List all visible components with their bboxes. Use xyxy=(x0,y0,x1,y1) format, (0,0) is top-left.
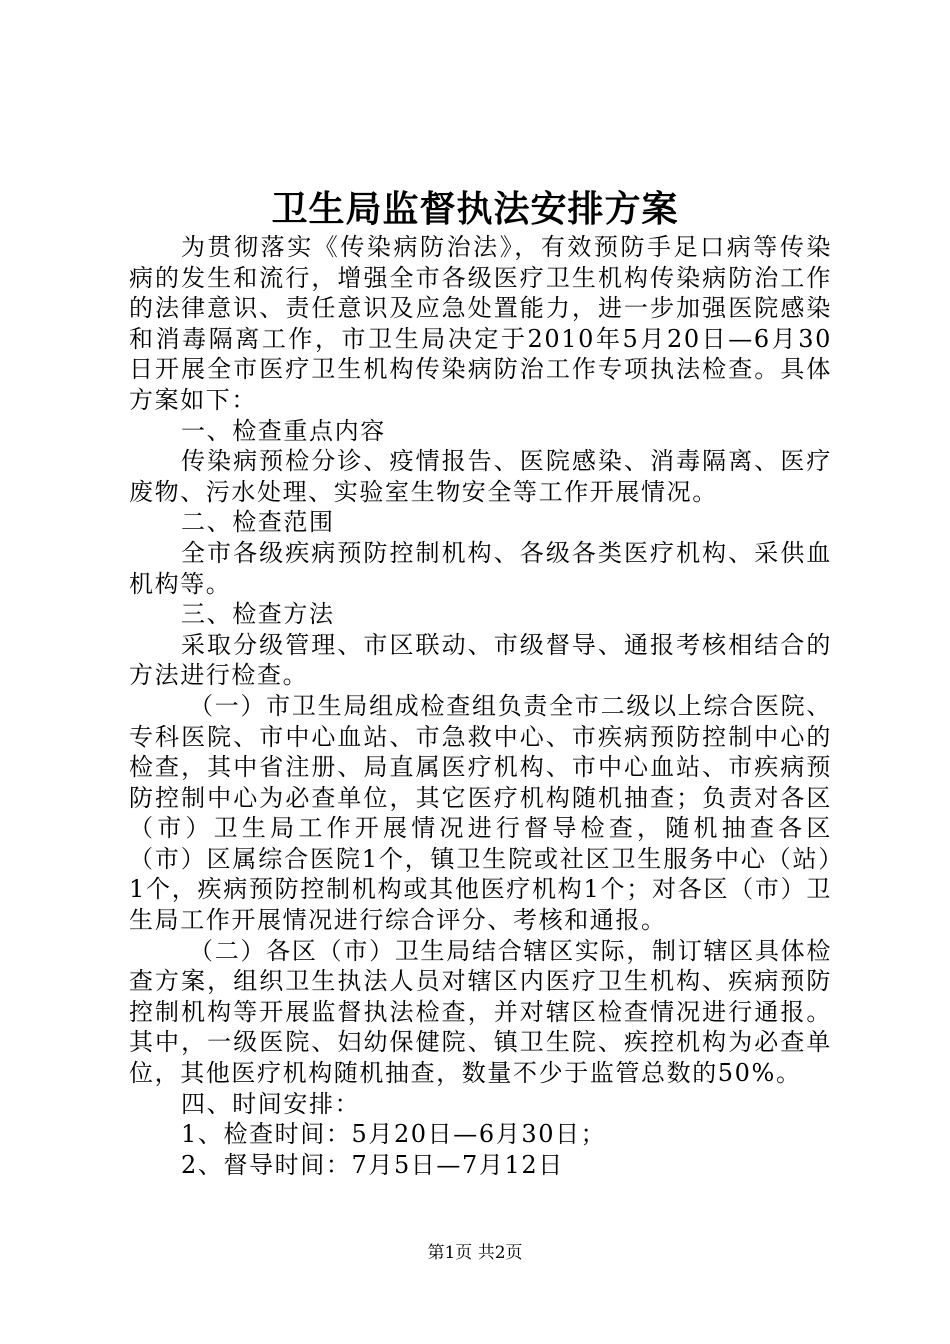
subsection-paragraph-1: （一）市卫生局组成检查组负责全市二级以上综合医院、专科医院、市中心血站、市急救中心、市疾病预防控制中心的检查，其中省注册、局直属医疗机构、市中心血站、市疾病预防控制中心为必查单位，其它医疗机构随机抽查；负责对各区（市）卫生局工作开展情况进行督导检查，随机抽查各区（市）区属综合医院1个，镇卫生院或社区卫生服务中心（站）1个，疾病预防控制机构或其他医疗机构1个；对各区（市）卫生局工作开展情况进行综合评分、考核和通报。 xyxy=(129,691,832,935)
section-paragraph-2: 全市各级疾病预防控制机构、各级各类医疗机构、采供血机构等。 xyxy=(129,538,832,598)
schedule-item-1: 1、检查时间：5月20日—6月30日； xyxy=(181,1120,607,1149)
subsection-paragraph-2: （二）各区（市）卫生局结合辖区实际，制订辖区具体检查方案，组织卫生执法人员对辖区内医疗卫生机构、疾病预防控制机构等开展监督执法检查，并对辖区检查情况进行通报。其中，一级医院、妇幼保健院、镇卫生院、疾控机构为必查单位，其他医疗机构随机抽查，数量不少于监管总数的50%。 xyxy=(129,936,832,1088)
section-heading-2: 二、检查范围 xyxy=(181,508,335,537)
section-heading-1: 一、检查重点内容 xyxy=(181,416,386,445)
schedule-item-2: 2、督导时间：7月5日—7月12日 xyxy=(181,1150,564,1179)
document-body xyxy=(129,232,832,1180)
document-title: 卫生局监督执法安排方案 xyxy=(271,188,679,230)
section-paragraph-1: 传染病预检分诊、疫情报告、医院感染、消毒隔离、医疗废物、污水处理、实验室生物安全等工作开展情况。 xyxy=(129,447,832,506)
intro-paragraph: 为贯彻落实《传染病防治法》，有效预防手足口病等传染病的发生和流行，增强全市各级医疗卫生机构传染病防治工作的法律意识、责任意识及应急处置能力，进一步加强医院感染和消毒隔离工作，市卫生局决定于2010年5月20日—6月30日开展全市医疗卫生机构传染病防治工作专项执法检查。具体方案如下： xyxy=(129,233,832,414)
section-heading-4: 四、时间安排： xyxy=(181,1089,361,1118)
page-footer: 第1页 共2页 xyxy=(427,1243,523,1263)
section-paragraph-3: 采取分级管理、市区联动、市级督导、通报考核相结合的方法进行检查。 xyxy=(129,630,832,690)
section-heading-3: 三、检查方法 xyxy=(181,600,335,629)
